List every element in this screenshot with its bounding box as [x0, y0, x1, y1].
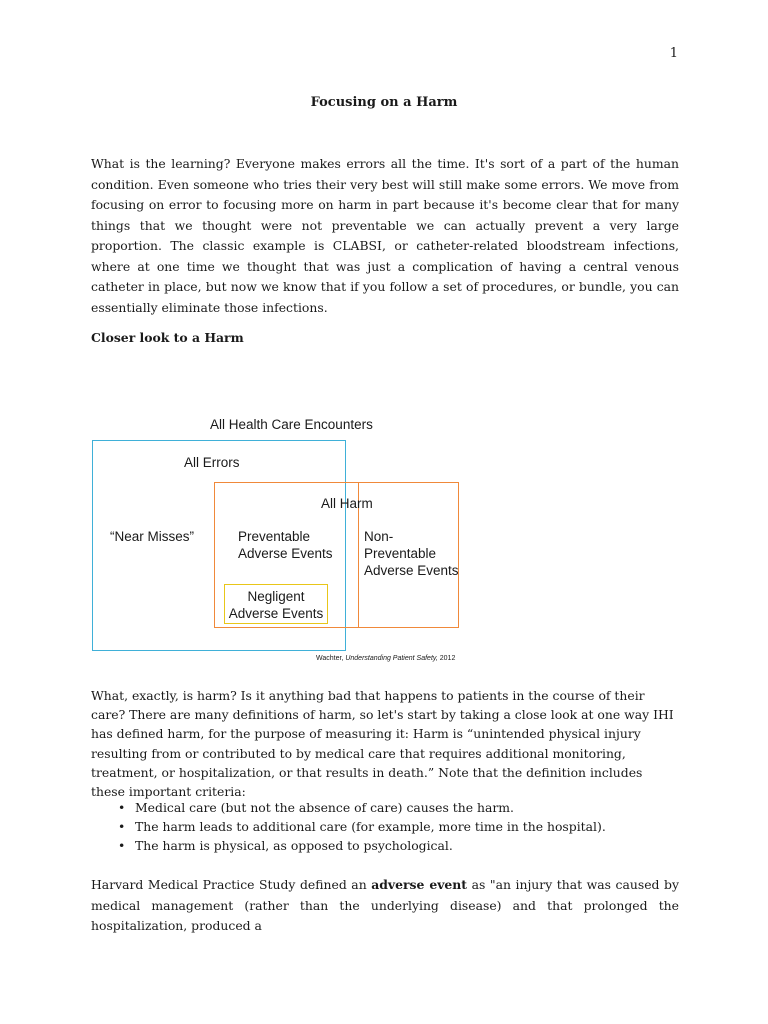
harm-venn-diagram	[80, 410, 480, 670]
negligent-line-2: Adverse Events	[228, 606, 324, 621]
list-item: • The harm leads to additional care (for example, more time in the hospital).	[135, 817, 723, 836]
criteria-list	[91, 798, 723, 855]
adverse-event-text-before: Harvard Medical Practice Study defined an	[91, 877, 372, 892]
near-misses-label: “Near Misses”	[110, 529, 195, 544]
non-preventable-adverse-events-label	[364, 528, 459, 579]
page-title: Focusing on a Harm	[310, 95, 458, 110]
section-heading: Closer look to a Harm	[91, 330, 244, 345]
diagram-citation	[316, 655, 455, 662]
preventable-adverse-events-label	[238, 528, 333, 562]
negligent-line-1: Negligent	[247, 589, 305, 604]
non-preventable-line-1: Non-	[364, 529, 394, 544]
preventable-line-2: Adverse Events	[238, 546, 333, 561]
non-preventable-line-2: Preventable	[364, 546, 437, 561]
all-errors-label: All Errors	[184, 455, 240, 470]
all-harm-label: All Harm	[321, 496, 373, 511]
page-number: 1	[669, 46, 678, 61]
list-item: • The harm is physical, as opposed to psychological.	[135, 836, 723, 855]
citation-year: 2012	[439, 655, 456, 662]
harm-definition-paragraph: What, exactly, is harm? Is it anything bad that happens to patients in the course of their care? There are many definitions of harm, so let's start by taking a close look at one way IHI has defined harm, for the purpose of measuring it: Harm is “unintended physical injury resulting from or contributed to by medical care that requires additional monitoring, treatment, or hospitalization, or that results in death.” Note that the definition includes these important criteria:	[91, 688, 674, 800]
list-item: • Medical care (but not the absence of care) causes the harm.	[135, 798, 723, 817]
citation-title: Understanding Patient Safety,	[345, 655, 438, 662]
adverse-event-term: adverse event	[371, 877, 468, 892]
adverse-event-text-after: as "an injury that was caused by medical management (rather than the underlying disease) and that prolonged the hospitalization, produced a	[91, 877, 679, 933]
negligent-adverse-events-label	[224, 588, 328, 622]
adverse-event-paragraph	[91, 875, 679, 937]
intro-paragraph: What is the learning? Everyone makes errors all the time. It's sort of a part of the human condition. Even someone who tries their very best will still make some errors. We move from focusing on error to focusing more on harm in part because it's become clear that for many things that we thought were not preventable we can actually prevent a very large proportion. The classic example is CLABSI, or catheter-related bloodstream infections, where at one time we thought that was just a complication of having a central venous catheter in place, but now we know that if you follow a set of procedures, or bundle, you can essentially eliminate those infections.	[91, 156, 679, 315]
all-health-care-encounters-label: All Health Care Encounters	[210, 417, 373, 432]
non-preventable-line-3: Adverse Events	[364, 563, 459, 578]
citation-author: Wachter,	[316, 655, 344, 662]
preventable-line-1: Preventable	[238, 529, 311, 544]
